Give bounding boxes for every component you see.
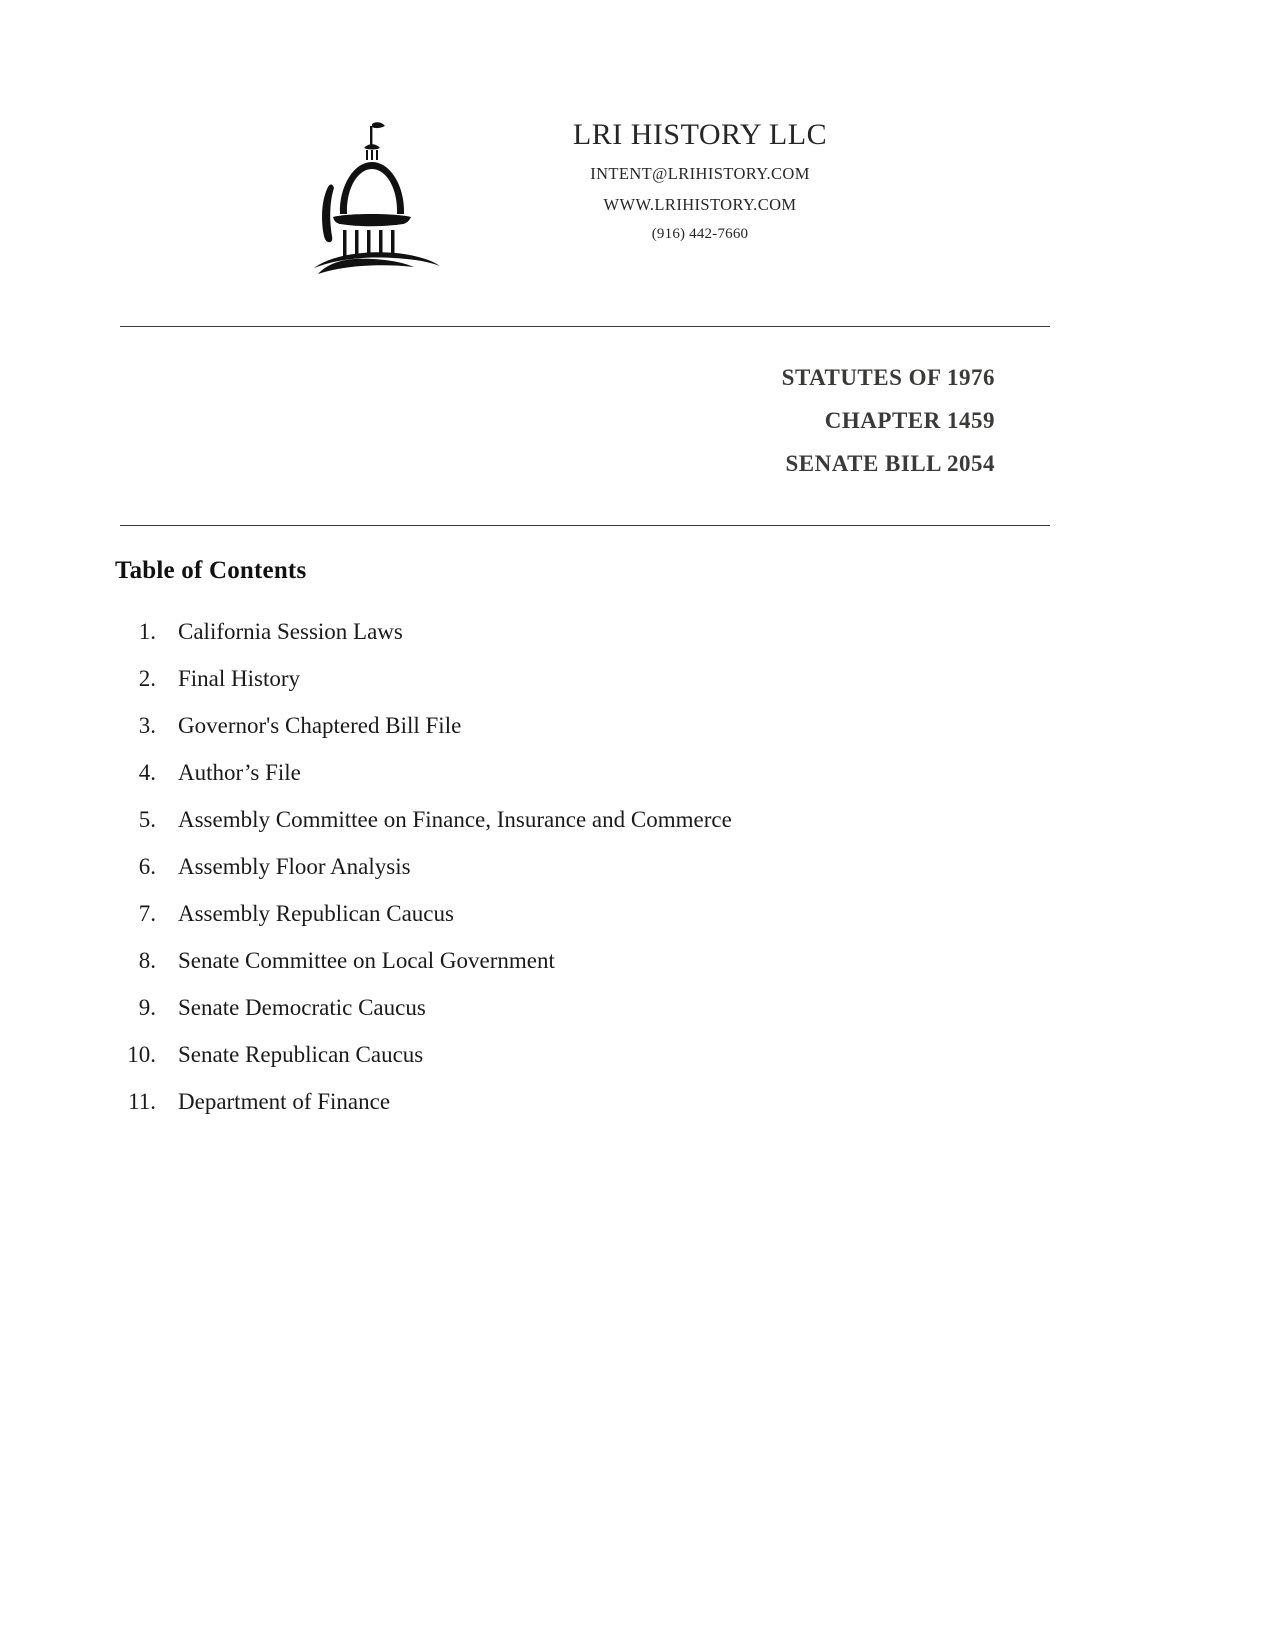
organization-name: LRI HISTORY LLC <box>572 118 828 151</box>
contact-block <box>490 118 910 243</box>
list-item-number: 4. <box>138 760 156 785</box>
list-item-label: Department of Finance <box>178 1089 391 1114</box>
list-item-number: 5. <box>138 807 156 832</box>
list-item[interactable] <box>120 996 1020 1019</box>
list-item-label: California Session Laws <box>178 619 403 644</box>
list-item-label: Senate Committee on Local Government <box>178 948 555 973</box>
table-of-contents-list <box>120 620 1020 1137</box>
letterhead <box>0 118 1276 283</box>
list-item[interactable] <box>120 761 1020 784</box>
list-item-number: 8. <box>138 948 156 973</box>
bill-number: SENATE BILL 2054 <box>785 451 995 476</box>
list-item-number: 3. <box>138 713 156 738</box>
list-item-label: Senate Democratic Caucus <box>178 995 426 1020</box>
chapter-number: CHAPTER 1459 <box>824 408 995 433</box>
list-item-number: 2. <box>138 666 156 691</box>
divider-bottom <box>120 525 1050 526</box>
list-item-label: Governor's Chaptered Bill File <box>178 713 462 738</box>
list-item[interactable] <box>120 620 1020 643</box>
list-item[interactable] <box>120 902 1020 925</box>
list-item[interactable] <box>120 855 1020 878</box>
contact-phone: (916) 442-7660 <box>651 226 749 242</box>
list-item-label: Senate Republican Caucus <box>178 1042 424 1067</box>
list-item-number: 9. <box>138 995 156 1020</box>
list-item-label: Assembly Committee on Finance, Insurance and Commerce <box>178 807 732 832</box>
capitol-dome-icon <box>300 118 450 283</box>
list-item-label: Assembly Floor Analysis <box>178 854 411 879</box>
list-item[interactable] <box>120 949 1020 972</box>
logo <box>290 118 460 283</box>
list-item-label: Final History <box>178 666 301 691</box>
contact-website: WWW.LRIHISTORY.COM <box>603 195 797 214</box>
statutes-year: STATUTES OF 1976 <box>781 365 995 390</box>
list-item[interactable] <box>120 1090 1020 1113</box>
list-item-number: 10. <box>127 1042 156 1067</box>
divider-top <box>120 326 1050 327</box>
list-item[interactable] <box>120 714 1020 737</box>
list-item[interactable] <box>120 667 1020 690</box>
list-item-label: Author’s File <box>178 760 301 785</box>
list-item-label: Assembly Republican Caucus <box>178 901 454 926</box>
document-title-block <box>120 365 995 494</box>
list-item-number: 1. <box>138 619 156 644</box>
list-item-number: 6. <box>138 854 156 879</box>
list-item[interactable] <box>120 808 1020 831</box>
list-item-number: 7. <box>138 901 156 926</box>
contact-email: INTENT@LRIHISTORY.COM <box>590 164 810 183</box>
list-item[interactable] <box>120 1043 1020 1066</box>
table-of-contents-heading: Table of Contents <box>115 557 307 584</box>
list-item-number: 11. <box>128 1089 156 1114</box>
